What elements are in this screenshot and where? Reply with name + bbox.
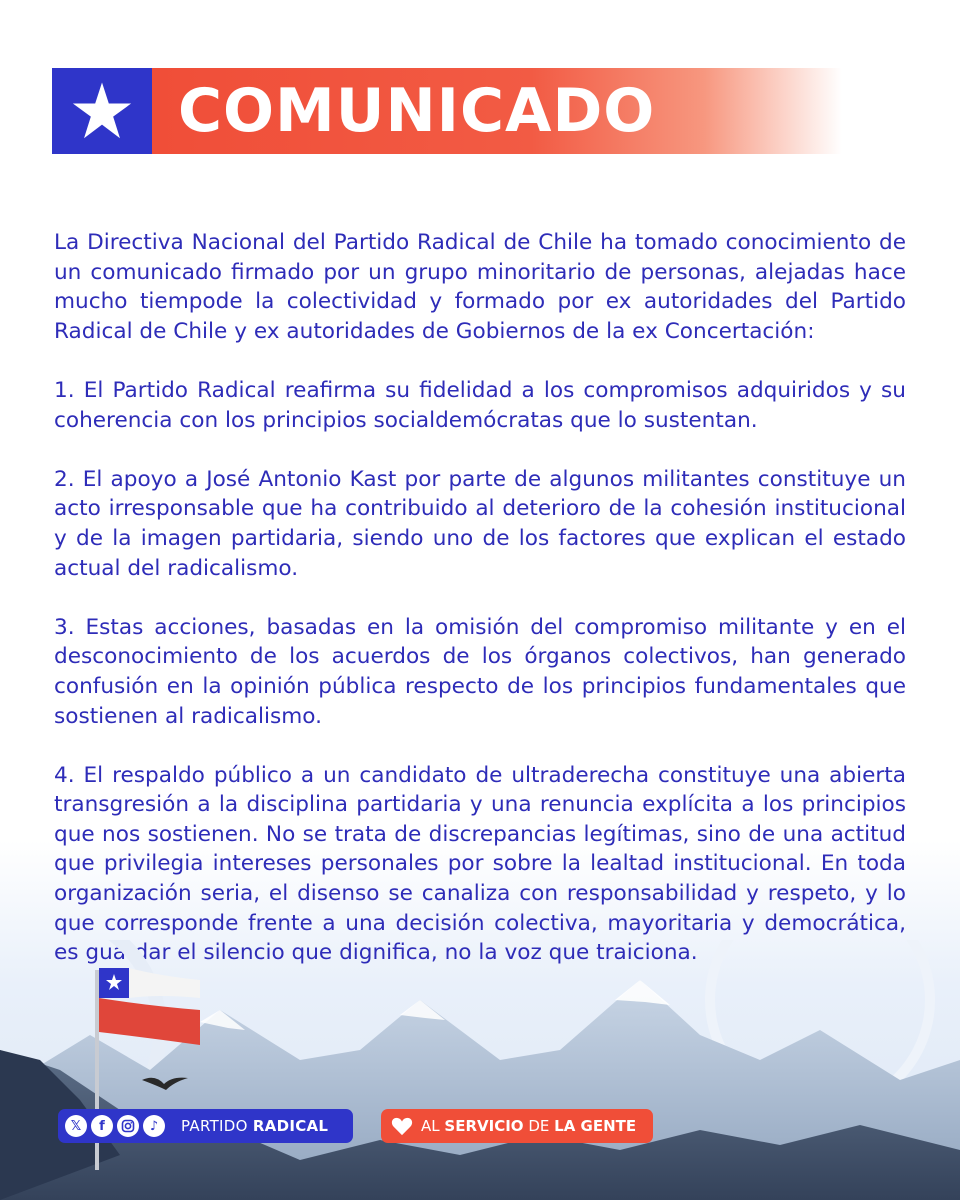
party-name: RADICAL bbox=[252, 1117, 329, 1135]
instagram-icon[interactable] bbox=[117, 1115, 139, 1137]
slogan-de: DE bbox=[528, 1117, 550, 1135]
tiktok-icon[interactable]: ♪ bbox=[143, 1115, 165, 1137]
point-2-paragraph: 2. El apoyo a José Antonio Kast por parte de algunos militantes constituye un acto irresponsable que ha contribuido al deterioro de la cohesión institucional y de la imagen partidaria, siendo uno de los factores que explican el estado actual del radicalismo. bbox=[54, 466, 906, 581]
social-media-bar bbox=[58, 1109, 353, 1143]
chile-flag-icon bbox=[99, 968, 200, 1045]
slogan-badge bbox=[381, 1109, 653, 1143]
slogan-text bbox=[421, 1117, 636, 1135]
comunicado-header bbox=[52, 68, 842, 154]
party-prefix: PARTIDO bbox=[181, 1117, 248, 1135]
flag-star-box bbox=[52, 68, 152, 154]
star-icon bbox=[71, 80, 133, 142]
point-1-paragraph: 1. El Partido Radical reafirma su fidelidad a los compromisos adquiridos y su coherencia con los principios socialdemócratas que lo sustentan. bbox=[54, 377, 906, 433]
x-icon[interactable]: 𝕏 bbox=[65, 1115, 87, 1137]
party-name-label bbox=[181, 1117, 328, 1135]
heart-icon bbox=[391, 1116, 413, 1136]
page-title: COMUNICADO bbox=[178, 76, 656, 146]
intro-paragraph: La Directiva Nacional del Partido Radical de Chile ha tomado conocimiento de un comunicado firmado por un grupo minoritario de personas, alejadas hace mucho tiempode la colectividad y formado por ex autoridades del Partido Radical de Chile y ex autoridades de Gobiernos de la ex Concertación: bbox=[54, 230, 906, 344]
statement-body bbox=[54, 228, 906, 968]
slogan-al: AL bbox=[421, 1117, 440, 1135]
title-bar bbox=[152, 68, 842, 154]
point-4-paragraph: 4. El respaldo público a un candidato de ultraderecha constituye una abierta transgresión a la disciplina partidaria y una renuncia explícita a los principios que nos sostienen. No se trata de discrepancias legítimas, sino de una actitud que privilegia intereses personales por sobre la lealtad institucional. En toda organización seria, el disenso se canaliza con responsabilidad y respeto, y lo que corresponde frente a una decisión colectiva, mayoritaria y democrática, es guardar el silencio que dignifica, no la voz que traiciona. bbox=[54, 762, 906, 966]
slogan-la-gente: LA GENTE bbox=[554, 1117, 637, 1135]
point-3-paragraph: 3. Estas acciones, basadas en la omisión del compromiso militante y en el desconocimiento de los acuerdos de los órganos colectivos, han generado confusión en la opinión pública respecto de los principios fundamentales que sostienen al radicalismo. bbox=[54, 614, 906, 729]
mountain-scenery bbox=[0, 940, 960, 1200]
slogan-servicio: SERVICIO bbox=[444, 1117, 524, 1135]
facebook-icon[interactable]: f bbox=[91, 1115, 113, 1137]
